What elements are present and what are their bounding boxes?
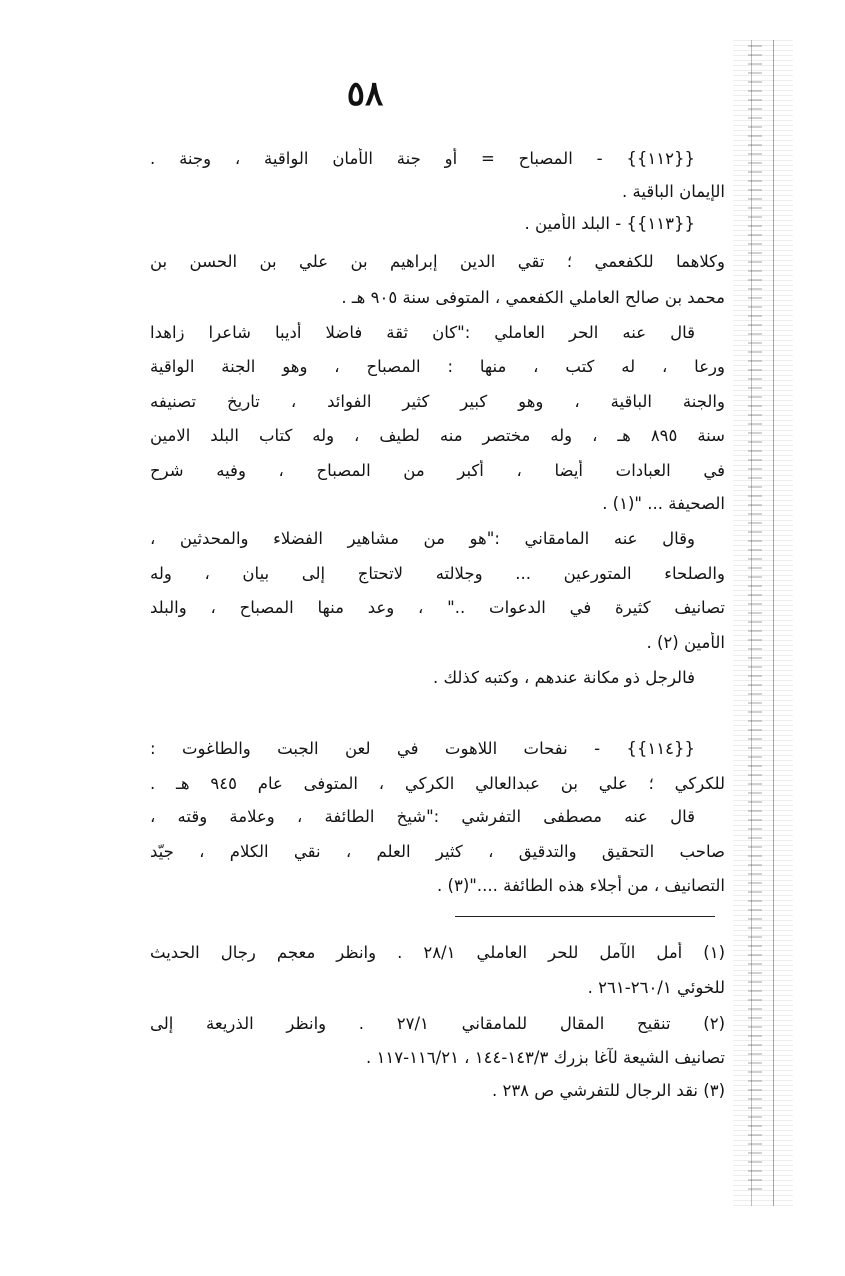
body-line-7: ورعا ، له كتب ، منها : المصباح ، وهو الجنة الواقية — [150, 357, 725, 376]
body-line-17: {{١١٤}} - نفحات اللاهوت في لعن الجبت والطاغوت : — [150, 739, 695, 758]
body-line-19: قال عنه مصطفى التفرشي :"شيخ الطائفة ، وعلامة وقته ، — [150, 807, 695, 826]
footnote-line-1: (١) أمل الآمل للحر العاملي ٢٨/١ . وانظر معجم رجال الحديث — [150, 943, 725, 962]
body-line-9: سنة ٨٩٥ هـ ، وله مختصر منه لطيف ، وله كتاب البلد الامين — [150, 426, 725, 445]
body-line-15: الأمين (٢) . — [646, 633, 725, 652]
page-number: ٥٨ — [346, 74, 384, 114]
body-line-16: فالرجل ذو مكانة عندهم ، وكتبه كذلك . — [432, 668, 695, 687]
body-line-13: والصلحاء المتورعين ... وجلالته لاتحتاج إلى بيان ، وله — [150, 564, 725, 583]
body-line-5: محمد بن صالح العاملي الكفعمي ، المتوفى سنة ٩٠٥ هـ . — [341, 288, 725, 307]
body-line-11: الصحيفة ... "(١) . — [602, 494, 725, 513]
body-line-6: قال عنه الحر العاملي :"كان ثقة فاضلا أديبا شاعرا زاهدا — [150, 323, 695, 342]
body-line-1: {{١١٢}} - المصباح = أو جنة الأمان الواقية ، وجنة . — [150, 149, 695, 168]
body-line-10: في العبادات أيضا ، أكبر من المصباح ، وفيه شرح — [150, 461, 725, 480]
body-line-18: للكركي ؛ علي بن عبدالعالي الكركي ، المتوفى عام ٩٤٥ هـ . — [150, 774, 725, 793]
body-line-21: التصانيف ، من أجلاء هذه الطائفة ...."(٣) . — [437, 876, 725, 895]
body-line-4: وكلاهما للكفعمي ؛ تقي الدين إبراهيم بن علي بن الحسن بن — [150, 252, 725, 271]
footnote-line-4: تصانيف الشيعة لآغا بزرك ١٤٣/٣-١٤٤ ، ١١٦/٢١-١١٧ . — [366, 1048, 725, 1067]
body-line-20: صاحب التحقيق والتدقيق ، كثير العلم ، نقي الكلام ، جيّد — [150, 842, 725, 861]
body-line-12: وقال عنه المامقاني :"هو من مشاهير الفضلاء والمحدثين ، — [150, 529, 695, 548]
footnote-line-5: (٣) نقد الرجال للتفرشي ص ٢٣٨ . — [491, 1081, 725, 1100]
body-line-2: الإيمان الباقية . — [622, 182, 725, 201]
body-line-14: تصانيف كثيرة في الدعوات .." ، وعد منها المصباح ، والبلد — [150, 598, 725, 617]
footnote-line-2: للخوئي ٢٦٠/١-٢٦١ . — [587, 978, 725, 997]
body-line-8: والجنة الباقية ، وهو كبير كثير الفوائد ، تاريخ تصنيفه — [150, 392, 725, 411]
body-line-3: {{١١٣}} - البلد الأمين . — [524, 214, 695, 233]
scan-dots — [748, 45, 762, 1196]
footnote-line-3: (٢) تنقيح المقال للمامقاني ٢٧/١ . وانظر الذريعة إلى — [150, 1014, 725, 1033]
footnote-separator — [455, 916, 715, 917]
scan-edge — [733, 40, 793, 1206]
